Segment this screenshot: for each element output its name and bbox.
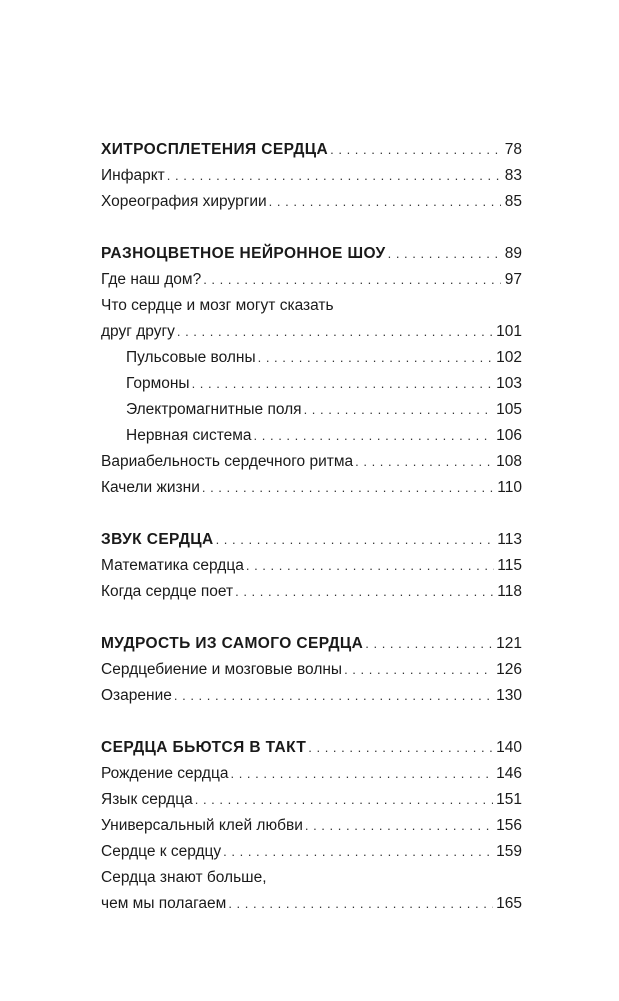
toc-entry[interactable]: [101, 579, 522, 605]
entry-title: Электромагнитные поля: [126, 401, 302, 418]
page-number: 101: [496, 323, 522, 340]
dot-leader: [308, 735, 493, 761]
entry-title: Математика сердца: [101, 557, 244, 574]
page-number: 156: [496, 817, 522, 834]
entry-title: Где наш дом?: [101, 271, 202, 288]
section-title: МУДРОСТЬ ИЗ САМОГО СЕРДЦА: [101, 635, 364, 652]
dot-leader: [344, 657, 493, 683]
toc-section: [101, 735, 522, 917]
page-number: 130: [496, 687, 522, 704]
toc-entry[interactable]: [101, 787, 522, 813]
page-number: 110: [497, 479, 522, 496]
page-number: 151: [496, 791, 522, 808]
toc-subentry[interactable]: [101, 397, 522, 423]
dot-leader: [258, 345, 494, 371]
dot-leader: [330, 137, 501, 163]
page-number: 115: [497, 557, 522, 574]
page-number: 102: [496, 349, 522, 366]
dot-leader: [269, 189, 501, 215]
entry-title: Рождение сердца: [101, 765, 229, 782]
dot-leader: [388, 241, 501, 267]
toc-entry[interactable]: [101, 839, 522, 865]
page-number: 85: [504, 193, 522, 210]
dot-leader: [230, 761, 493, 787]
page-number: 103: [496, 375, 522, 392]
toc-section-heading[interactable]: [101, 735, 522, 761]
toc-entry[interactable]: [101, 813, 522, 839]
dot-leader: [246, 553, 494, 579]
entry-title: Озарение: [101, 687, 172, 704]
toc-section: [101, 527, 522, 605]
toc-entry[interactable]: [101, 657, 522, 683]
dot-leader: [254, 423, 494, 449]
dot-leader: [305, 813, 493, 839]
page-number: 126: [496, 661, 522, 678]
entry-title: Гормоны: [126, 375, 190, 392]
entry-title-line1: Сердца знают больше,: [101, 869, 267, 886]
toc-entry[interactable]: [101, 449, 522, 475]
page-number: 89: [504, 245, 522, 262]
dot-leader: [365, 631, 493, 657]
page-number: 108: [496, 453, 522, 470]
toc-section-heading[interactable]: [101, 137, 522, 163]
toc-section-heading[interactable]: [101, 241, 522, 267]
section-title: СЕРДЦА БЬЮТСЯ В ТАКТ: [101, 739, 307, 756]
dot-leader: [174, 683, 493, 709]
page-number: 140: [496, 739, 522, 756]
toc-entry-first-line[interactable]: [101, 865, 522, 891]
dot-leader: [203, 267, 501, 293]
page-number: 118: [497, 583, 522, 600]
dot-leader: [195, 787, 493, 813]
page-number: 83: [504, 167, 522, 184]
entry-title: Пульсовые волны: [126, 349, 256, 366]
toc-entry[interactable]: [101, 891, 522, 917]
toc-entry[interactable]: [101, 553, 522, 579]
toc-entry[interactable]: [101, 761, 522, 787]
section-title: РАЗНОЦВЕТНОЕ НЕЙРОННОЕ ШОУ: [101, 245, 386, 262]
toc-subentry[interactable]: [101, 371, 522, 397]
toc-section: [101, 631, 522, 709]
entry-title: Сердцебиение и мозговые волны: [101, 661, 343, 678]
dot-leader: [355, 449, 493, 475]
page-number: 121: [496, 635, 522, 652]
entry-title: Универсальный клей любви: [101, 817, 303, 834]
section-title: ЗВУК СЕРДЦА: [101, 531, 214, 548]
page-number: 159: [496, 843, 522, 860]
toc-subentry[interactable]: [101, 423, 522, 449]
toc-entry[interactable]: [101, 319, 522, 345]
page-number: 97: [504, 271, 522, 288]
entry-title: Хореография хирургии: [101, 193, 267, 210]
page-number: 106: [496, 427, 522, 444]
entry-title: друг другу: [101, 323, 175, 340]
table-of-contents: [101, 137, 522, 917]
toc-entry[interactable]: [101, 189, 522, 215]
dot-leader: [228, 891, 493, 917]
toc-section: [101, 137, 522, 215]
dot-leader: [167, 163, 501, 189]
dot-leader: [177, 319, 493, 345]
toc-entry[interactable]: [101, 163, 522, 189]
entry-title: Сердце к сердцу: [101, 843, 222, 860]
dot-leader: [202, 475, 494, 501]
page-number: 105: [496, 401, 522, 418]
toc-section: [101, 241, 522, 501]
page-number: 146: [496, 765, 522, 782]
dot-leader: [223, 839, 493, 865]
toc-entry[interactable]: [101, 267, 522, 293]
toc-subentry[interactable]: [101, 345, 522, 371]
page-number: 113: [497, 531, 522, 548]
dot-leader: [192, 371, 494, 397]
dot-leader: [304, 397, 494, 423]
entry-title-line1: Что сердце и мозг могут сказать: [101, 297, 334, 314]
entry-title: Вариабельность сердечного ритма: [101, 453, 354, 470]
toc-entry[interactable]: [101, 475, 522, 501]
dot-leader: [216, 527, 495, 553]
page-number: 165: [496, 895, 522, 912]
toc-section-heading[interactable]: [101, 631, 522, 657]
dot-leader: [235, 579, 494, 605]
page-number: 78: [504, 141, 522, 158]
entry-title: Качели жизни: [101, 479, 200, 496]
entry-title: Инфаркт: [101, 167, 165, 184]
toc-section-heading[interactable]: [101, 527, 522, 553]
section-title: ХИТРОСПЛЕТЕНИЯ СЕРДЦА: [101, 141, 329, 158]
entry-title: Язык сердца: [101, 791, 193, 808]
entry-title: Нервная система: [126, 427, 252, 444]
toc-entry[interactable]: [101, 683, 522, 709]
toc-entry-first-line[interactable]: [101, 293, 522, 319]
entry-title: чем мы полагаем: [101, 895, 227, 912]
entry-title: Когда сердце поет: [101, 583, 234, 600]
